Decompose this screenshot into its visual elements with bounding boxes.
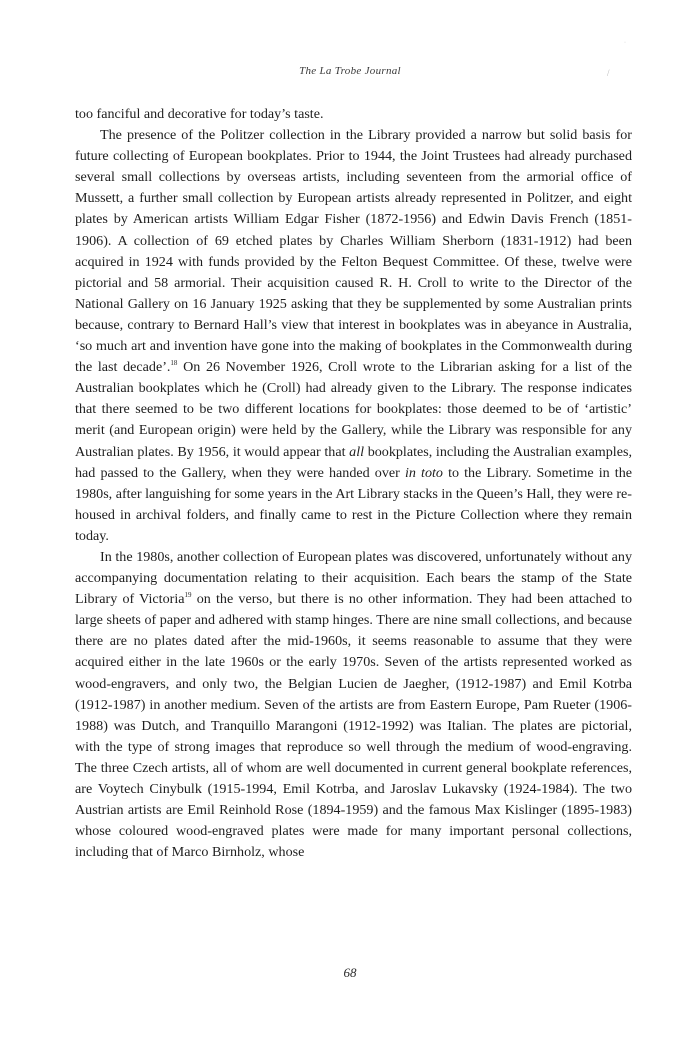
footnote-ref: 18 (170, 359, 178, 368)
text-run: too fanciful and decorative for today’s taste. (75, 106, 324, 122)
footnote-ref: 19 (184, 591, 192, 600)
text-run: on the verso, but there is no other information. They had been attached to large sheets of paper and adhered with stamp hinges. There are nine small collections, and because there are no plates dated after the mid-1960s, it seems reasonable to assume that they were acquired either in the late 1960s or the early 1970s. Seven of the artists represented worked as wood-engravers, and only two, the Belgian Lucien de Jaegher, (1912-1987) and Emil Kotrba (1912-1987) in another medium. Seven of the artists are from Eastern Europe, Pam Rueter (1906-1988) was Dutch, and Tranquillo Marangoni (1912-1992) was Italian. The plates are pictorial, with the type of strong images that reproduce so well through the medium of wood-engraving. The three Czech artists, all of whom are well documented in current general bookplate references, are Voytech Cinybulk (1915-1994, Emil Kotrba, and Jaroslav Lukavsky (1924-1984). The two Austrian artists are Emil Reinhold Rose (1894-1959) and the famous Max Kislinger (1895-1983) whose coloured wood-engraved plates were made for many important personal collections, including that of Marco Birnholz, whose (75, 591, 633, 861)
italic-text: all (349, 443, 365, 460)
text-run: to the Library. Sometime in the 1980s, after languishing for some years in the Art Library stacks in the Queen’s Hall, they were re-housed in archival folders, and finally came to rest in the Picture Collection where they remain today. (75, 464, 632, 544)
body-text (75, 104, 632, 863)
text-run: In the 1980s, another collection of European plates was discovered, unfortunately without any accompanying documentation relating to their acquisition. Each bears the stamp of the State Library of Victoria (75, 548, 632, 608)
paragraph (75, 104, 632, 125)
text-run: The presence of the Politzer collection in the Library provided a narrow but solid basis for future collecting of European bookplates. Prior to 1944, the Joint Trustees had already purchased several small collections by overseas artists, including seventeen from the armorial office of Mussett, a further small collection by European artists already represented in Politzer, and eight plates by American artists William Edgar Fisher (1872-1956) and Edwin Davis French (1851-1906). A collection of 69 etched plates by Charles William Sherborn (1831-1912) had been acquired in 1924 with funds provided by the Felton Bequest Committee. Of these, twelve were pictorial and 58 armorial. Their acquisition caused R. H. Croll to write to the Director of the National Gallery on 16 January 1925 asking that they be supplemented by some Australian prints because, contrary to Bernard Hall’s view that interest in bookplates was in abeyance in Australia, ‘so much art and invention have gone into the making of bookplates in the Commonwealth during the last decade’. (75, 127, 632, 376)
running-head: The La Trobe Journal (299, 65, 401, 77)
text-run: On 26 November 1926, Croll wrote to the Librarian asking for a list of the Australian bookplates which he (Croll) had already given to the Library. The response indicates that there seemed to be two different locations for bookplates: those deemed to be of ‘artistic’ merit (and European origin) were held by the Gallery, while the Library was responsible for any Australian plates. By 1956, it would appear that (75, 359, 632, 460)
page-number: 68 (343, 965, 357, 980)
text-run: bookplates, including the Australian examples, had passed to the Gallery, when they were handed over (75, 443, 632, 481)
paragraph (75, 125, 632, 547)
scan-mark: / (607, 68, 610, 78)
paragraph (75, 547, 632, 863)
scan-mark: · (624, 40, 626, 46)
italic-text: in toto (404, 464, 443, 481)
